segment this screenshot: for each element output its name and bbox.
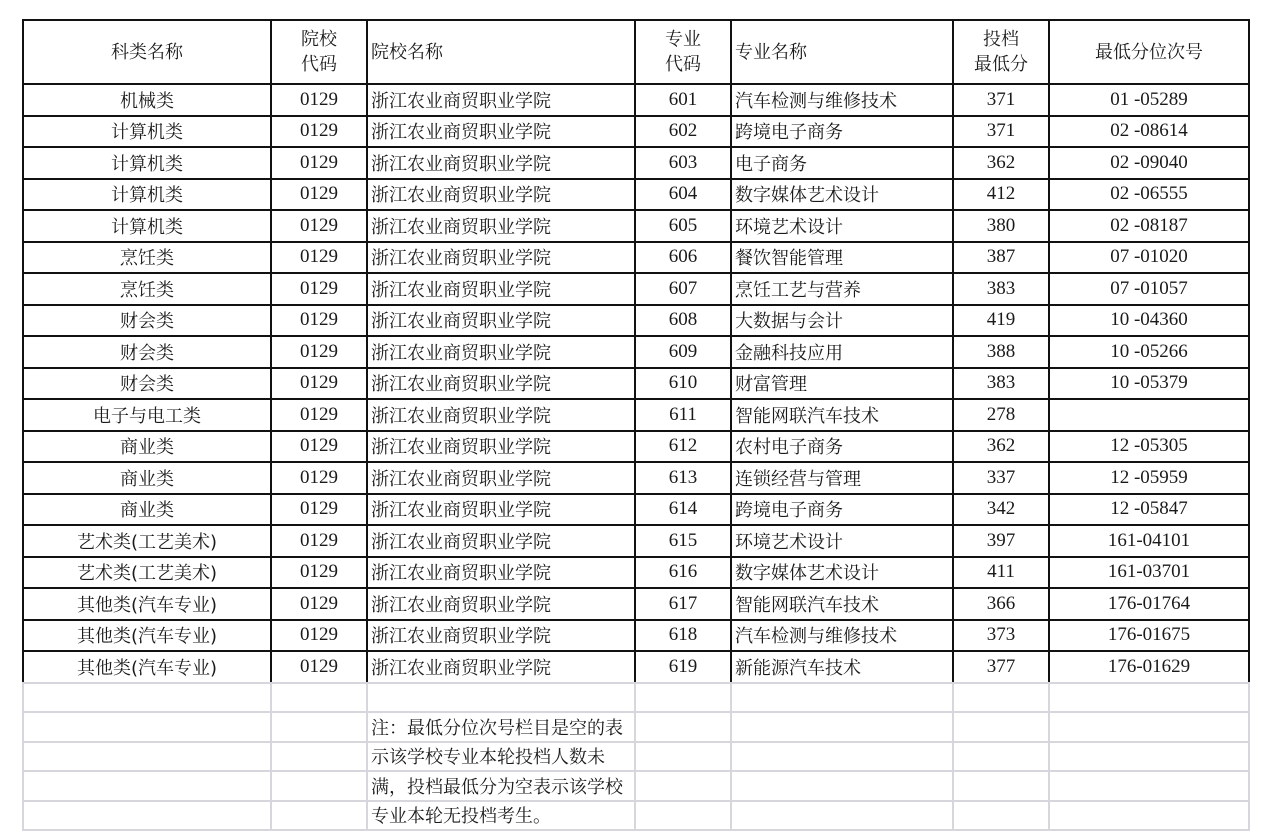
min-score-cell: 419 (953, 305, 1049, 337)
major-code-cell: 606 (635, 242, 731, 274)
empty-cell (953, 742, 1049, 772)
category-cell: 其他类(汽车专业) (23, 620, 271, 652)
table-row (23, 210, 1249, 242)
min-rank-cell: 176-01675 (1049, 620, 1249, 652)
min-score-cell: 387 (953, 242, 1049, 274)
table-row (23, 494, 1249, 526)
empty-cell (635, 712, 731, 742)
major-name-cell: 金融科技应用 (731, 336, 953, 368)
table-row (23, 273, 1249, 305)
school-name-cell: 浙江农业商贸职业学院 (367, 557, 635, 589)
min-rank-cell: 02 -09040 (1049, 147, 1249, 179)
empty-cell (23, 801, 271, 831)
spreadsheet (22, 19, 1250, 831)
major-name-cell: 连锁经营与管理 (731, 462, 953, 494)
category-cell: 其他类(汽车专业) (23, 651, 271, 683)
major-name-cell: 财富管理 (731, 368, 953, 400)
table-row (23, 462, 1249, 494)
empty-cell (731, 712, 953, 742)
empty-cell (731, 742, 953, 772)
table-row (23, 557, 1249, 589)
empty-cell (1049, 771, 1249, 801)
major-code-cell: 611 (635, 399, 731, 431)
category-cell: 财会类 (23, 305, 271, 337)
school-code-cell: 0129 (271, 368, 367, 400)
min-rank-cell: 161-04101 (1049, 525, 1249, 557)
min-score-cell: 362 (953, 431, 1049, 463)
major-name-cell: 电子商务 (731, 147, 953, 179)
school-name-cell: 浙江农业商贸职业学院 (367, 210, 635, 242)
min-rank-cell: 10 -04360 (1049, 305, 1249, 337)
note-text: 示该学校专业本轮投档人数未 (367, 742, 635, 772)
min-rank-cell: 176-01629 (1049, 651, 1249, 683)
school-name-cell: 浙江农业商贸职业学院 (367, 588, 635, 620)
school-code-cell: 0129 (271, 494, 367, 526)
category-cell: 烹饪类 (23, 273, 271, 305)
school-name-cell: 浙江农业商贸职业学院 (367, 431, 635, 463)
category-cell: 商业类 (23, 494, 271, 526)
min-rank-cell: 02 -08187 (1049, 210, 1249, 242)
major-code-cell: 613 (635, 462, 731, 494)
table-row (23, 147, 1249, 179)
category-cell: 财会类 (23, 368, 271, 400)
major-name-cell: 农村电子商务 (731, 431, 953, 463)
min-score-cell: 366 (953, 588, 1049, 620)
major-name-cell: 汽车检测与维修技术 (731, 84, 953, 116)
category-cell: 计算机类 (23, 147, 271, 179)
major-name-cell: 环境艺术设计 (731, 210, 953, 242)
empty-cell (23, 683, 271, 713)
header-school-code: 院校 代码 (271, 20, 367, 84)
empty-cell (635, 683, 731, 713)
major-name-cell: 烹饪工艺与营养 (731, 273, 953, 305)
major-name-cell: 汽车检测与维修技术 (731, 620, 953, 652)
min-score-cell: 397 (953, 525, 1049, 557)
table-row (23, 368, 1249, 400)
school-code-cell: 0129 (271, 525, 367, 557)
header-major-name: 专业名称 (731, 20, 953, 84)
empty-cell (23, 712, 271, 742)
table-row (23, 336, 1249, 368)
empty-cell (1049, 683, 1249, 713)
min-score-cell: 380 (953, 210, 1049, 242)
min-score-cell: 278 (953, 399, 1049, 431)
school-name-cell: 浙江农业商贸职业学院 (367, 399, 635, 431)
admission-table (22, 19, 1250, 684)
min-score-cell: 337 (953, 462, 1049, 494)
major-code-cell: 614 (635, 494, 731, 526)
min-score-cell: 362 (953, 147, 1049, 179)
min-rank-cell: 02 -06555 (1049, 179, 1249, 211)
min-rank-cell: 161-03701 (1049, 557, 1249, 589)
note-row (23, 742, 1249, 772)
school-code-cell: 0129 (271, 557, 367, 589)
school-code-cell: 0129 (271, 431, 367, 463)
school-code-cell: 0129 (271, 399, 367, 431)
min-rank-cell: 176-01764 (1049, 588, 1249, 620)
school-code-cell: 0129 (271, 273, 367, 305)
major-name-cell: 智能网联汽车技术 (731, 588, 953, 620)
major-code-cell: 616 (635, 557, 731, 589)
category-cell: 烹饪类 (23, 242, 271, 274)
min-score-cell: 371 (953, 84, 1049, 116)
school-code-cell: 0129 (271, 179, 367, 211)
school-name-cell: 浙江农业商贸职业学院 (367, 368, 635, 400)
min-rank-cell: 10 -05266 (1049, 336, 1249, 368)
category-cell: 商业类 (23, 462, 271, 494)
min-rank-cell: 01 -05289 (1049, 84, 1249, 116)
school-code-cell: 0129 (271, 147, 367, 179)
school-code-cell: 0129 (271, 651, 367, 683)
min-score-cell: 342 (953, 494, 1049, 526)
school-code-cell: 0129 (271, 305, 367, 337)
school-code-cell: 0129 (271, 620, 367, 652)
school-name-cell: 浙江农业商贸职业学院 (367, 273, 635, 305)
school-name-cell: 浙江农业商贸职业学院 (367, 242, 635, 274)
school-code-cell: 0129 (271, 242, 367, 274)
empty-cell (635, 742, 731, 772)
major-code-cell: 607 (635, 273, 731, 305)
major-code-cell: 610 (635, 368, 731, 400)
min-rank-cell: 10 -05379 (1049, 368, 1249, 400)
major-name-cell: 智能网联汽车技术 (731, 399, 953, 431)
min-rank-cell: 12 -05959 (1049, 462, 1249, 494)
school-name-cell: 浙江农业商贸职业学院 (367, 84, 635, 116)
notes-area (22, 682, 1250, 831)
major-name-cell: 跨境电子商务 (731, 116, 953, 148)
major-name-cell: 环境艺术设计 (731, 525, 953, 557)
school-code-cell: 0129 (271, 84, 367, 116)
table-row (23, 431, 1249, 463)
empty-cell (1049, 742, 1249, 772)
empty-cell (23, 742, 271, 772)
header-school-name: 院校名称 (367, 20, 635, 84)
empty-cell (271, 683, 367, 713)
major-name-cell: 数字媒体艺术设计 (731, 557, 953, 589)
empty-cell (1049, 801, 1249, 831)
school-name-cell: 浙江农业商贸职业学院 (367, 336, 635, 368)
note-row (23, 683, 1249, 713)
category-cell: 艺术类(工艺美术) (23, 557, 271, 589)
school-name-cell: 浙江农业商贸职业学院 (367, 147, 635, 179)
empty-cell (271, 742, 367, 772)
empty-cell (635, 771, 731, 801)
empty-cell (731, 771, 953, 801)
major-name-cell: 跨境电子商务 (731, 494, 953, 526)
min-rank-cell: 07 -01020 (1049, 242, 1249, 274)
min-score-cell: 411 (953, 557, 1049, 589)
empty-cell (731, 683, 953, 713)
table-row (23, 399, 1249, 431)
table-row (23, 588, 1249, 620)
min-rank-cell: 12 -05305 (1049, 431, 1249, 463)
major-name-cell: 大数据与会计 (731, 305, 953, 337)
category-cell: 商业类 (23, 431, 271, 463)
major-code-cell: 609 (635, 336, 731, 368)
min-score-cell: 383 (953, 273, 1049, 305)
empty-cell (271, 801, 367, 831)
major-code-cell: 615 (635, 525, 731, 557)
note-row (23, 801, 1249, 831)
table-row (23, 651, 1249, 683)
school-code-cell: 0129 (271, 116, 367, 148)
min-rank-cell (1049, 399, 1249, 431)
min-score-cell: 377 (953, 651, 1049, 683)
major-code-cell: 612 (635, 431, 731, 463)
school-name-cell: 浙江农业商贸职业学院 (367, 116, 635, 148)
major-code-cell: 608 (635, 305, 731, 337)
school-name-cell: 浙江农业商贸职业学院 (367, 462, 635, 494)
note-text: 专业本轮无投档考生。 (367, 801, 635, 831)
min-score-cell: 383 (953, 368, 1049, 400)
table-row (23, 179, 1249, 211)
school-code-cell: 0129 (271, 462, 367, 494)
table-row (23, 116, 1249, 148)
school-name-cell: 浙江农业商贸职业学院 (367, 305, 635, 337)
major-code-cell: 601 (635, 84, 731, 116)
min-score-cell: 373 (953, 620, 1049, 652)
major-code-cell: 604 (635, 179, 731, 211)
note-text (367, 683, 635, 713)
table-row (23, 620, 1249, 652)
min-score-cell: 388 (953, 336, 1049, 368)
major-code-cell: 617 (635, 588, 731, 620)
table-row (23, 242, 1249, 274)
note-row (23, 771, 1249, 801)
empty-cell (953, 771, 1049, 801)
empty-cell (953, 801, 1049, 831)
empty-cell (23, 771, 271, 801)
category-cell: 计算机类 (23, 116, 271, 148)
min-score-cell: 412 (953, 179, 1049, 211)
header-row (23, 20, 1249, 84)
major-code-cell: 602 (635, 116, 731, 148)
major-name-cell: 数字媒体艺术设计 (731, 179, 953, 211)
school-code-cell: 0129 (271, 588, 367, 620)
empty-cell (953, 712, 1049, 742)
header-min-score: 投档 最低分 (953, 20, 1049, 84)
header-category: 科类名称 (23, 20, 271, 84)
category-cell: 计算机类 (23, 210, 271, 242)
empty-cell (953, 683, 1049, 713)
empty-cell (271, 712, 367, 742)
major-name-cell: 新能源汽车技术 (731, 651, 953, 683)
category-cell: 财会类 (23, 336, 271, 368)
school-name-cell: 浙江农业商贸职业学院 (367, 179, 635, 211)
empty-cell (635, 801, 731, 831)
major-code-cell: 618 (635, 620, 731, 652)
note-row (23, 712, 1249, 742)
empty-cell (731, 801, 953, 831)
category-cell: 艺术类(工艺美术) (23, 525, 271, 557)
table-row (23, 525, 1249, 557)
header-min-rank: 最低分位次号 (1049, 20, 1249, 84)
min-rank-cell: 12 -05847 (1049, 494, 1249, 526)
empty-cell (271, 771, 367, 801)
major-code-cell: 619 (635, 651, 731, 683)
school-code-cell: 0129 (271, 210, 367, 242)
category-cell: 其他类(汽车专业) (23, 588, 271, 620)
category-cell: 电子与电工类 (23, 399, 271, 431)
major-code-cell: 603 (635, 147, 731, 179)
table-row (23, 305, 1249, 337)
min-score-cell: 371 (953, 116, 1049, 148)
school-name-cell: 浙江农业商贸职业学院 (367, 651, 635, 683)
note-text: 注：最低分位次号栏目是空的表 (367, 712, 635, 742)
major-name-cell: 餐饮智能管理 (731, 242, 953, 274)
school-code-cell: 0129 (271, 336, 367, 368)
school-name-cell: 浙江农业商贸职业学院 (367, 620, 635, 652)
note-text: 满，投档最低分为空表示该学校 (367, 771, 635, 801)
school-name-cell: 浙江农业商贸职业学院 (367, 494, 635, 526)
min-rank-cell: 07 -01057 (1049, 273, 1249, 305)
school-name-cell: 浙江农业商贸职业学院 (367, 525, 635, 557)
header-major-code: 专业 代码 (635, 20, 731, 84)
major-code-cell: 605 (635, 210, 731, 242)
min-rank-cell: 02 -08614 (1049, 116, 1249, 148)
category-cell: 机械类 (23, 84, 271, 116)
category-cell: 计算机类 (23, 179, 271, 211)
empty-cell (1049, 712, 1249, 742)
table-row (23, 84, 1249, 116)
